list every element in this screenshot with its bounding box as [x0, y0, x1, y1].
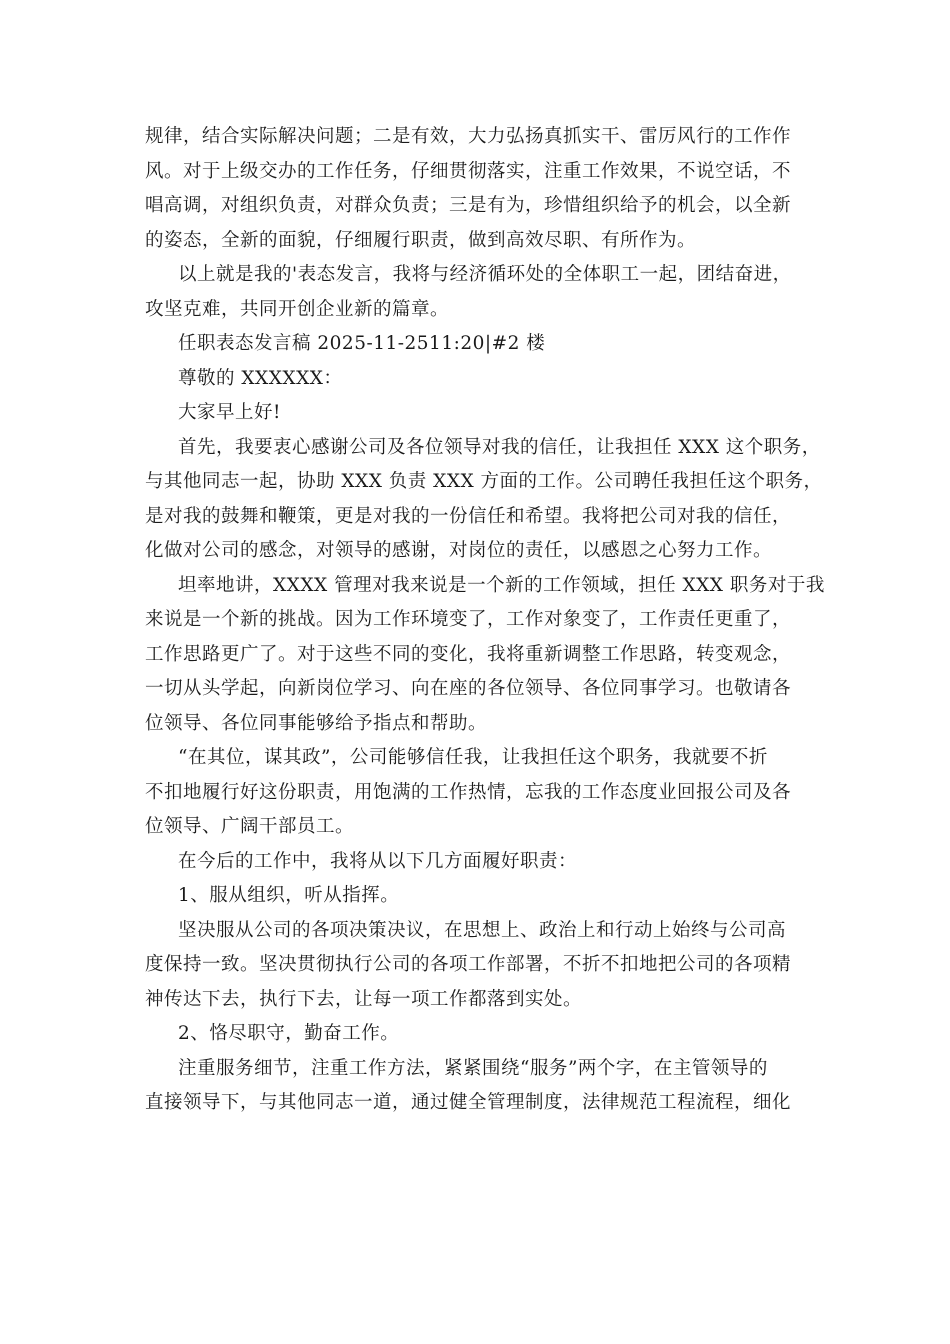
text-line: 攻坚克难，共同开创企业新的篇章。: [145, 298, 450, 320]
text-line: 任职表态发言稿 2025-11-2511:20|#2 楼: [178, 333, 546, 354]
text-line: 风。对于上级交办的工作任务，仔细贯彻落实，注重工作效果，不说空话，不: [145, 160, 792, 182]
text-line: 不扣地履行好这份职责，用饱满的工作热情，忘我的工作态度业回报公司及各: [145, 781, 792, 803]
text-line: 位领导、各位同事能够给予指点和帮助。: [145, 712, 488, 734]
text-line: 坦率地讲，XXXX 管理对我来说是一个新的工作领域，担任 XXX 职务对于我: [178, 574, 825, 596]
text-line: 规律，结合实际解决问题；二是有效，大力弘扬真抓实干、雷厉风行的工作作: [145, 126, 792, 147]
text-line: 大家早上好!: [178, 402, 281, 423]
text-line: 度保持一致。坚决贯彻执行公司的各项工作部署，不折不扣地把公司的各项精: [145, 954, 792, 975]
text-line: 1、服从组织，听从指挥。: [178, 885, 400, 906]
text-line: 尊敬的 XXXXXX：: [178, 367, 343, 389]
text-line: 是对我的鼓舞和鞭策，更是对我的一份信任和希望。我将把公司对我的信任，: [145, 505, 792, 527]
text-line: 工作思路更广了。对于这些不同的变化，我将重新调整工作思路，转变观念，: [145, 643, 792, 665]
text-line: 注重服务细节，注重工作方法，紧紧围绕“服务”两个字，在主管领导的: [178, 1057, 768, 1079]
text-line: 神传达下去，执行下去，让每一项工作都落到实处。: [145, 988, 583, 1010]
text-line: 的姿态，全新的面貌，仔细履行职责，做到高效尽职、有所作为。: [145, 229, 697, 251]
text-line: 一切从头学起，向新岗位学习、向在座的各位领导、各位同事学习。也敬请各: [145, 678, 792, 699]
text-line: 化做对公司的感念，对领导的感谢，对岗位的责任，以感恩之心努力工作。: [145, 540, 773, 561]
text-line: 2、恪尽职守，勤奋工作。: [178, 1023, 400, 1044]
text-line: 坚决服从公司的各项决策决议，在思想上、政治上和行动上始终与公司高: [178, 919, 787, 941]
text-line: 在今后的工作中，我将从以下几方面履好职责：: [178, 850, 578, 872]
text-line: 首先，我要衷心感谢公司及各位领导对我的信任，让我担任 XXX 这个职务，: [178, 436, 821, 458]
text-line: 直接领导下，与其他同志一道，通过健全管理制度，法律规范工程流程，细化: [145, 1092, 792, 1113]
text-line: 位领导、广阔干部员工。: [145, 816, 355, 837]
text-line: 以上就是我的'表态发言，我将与经济循环处的全体职工一起，团结奋进，: [178, 264, 792, 285]
text-line: 来说是一个新的挑战。因为工作环境变了，工作对象变了，工作责任更重了，: [145, 609, 792, 630]
text-line: 唱高调，对组织负责，对群众负责；三是有为，珍惜组织给予的机会，以全新: [145, 195, 792, 216]
text-line: “在其位，谋其政”，公司能够信任我，让我担任这个职务，我就要不折: [178, 747, 768, 768]
text-line: 与其他同志一起，协助 XXX 负责 XXX 方面的工作。公司聘任我担任这个职务，: [145, 471, 823, 492]
document-page: [145, 120, 825, 1121]
